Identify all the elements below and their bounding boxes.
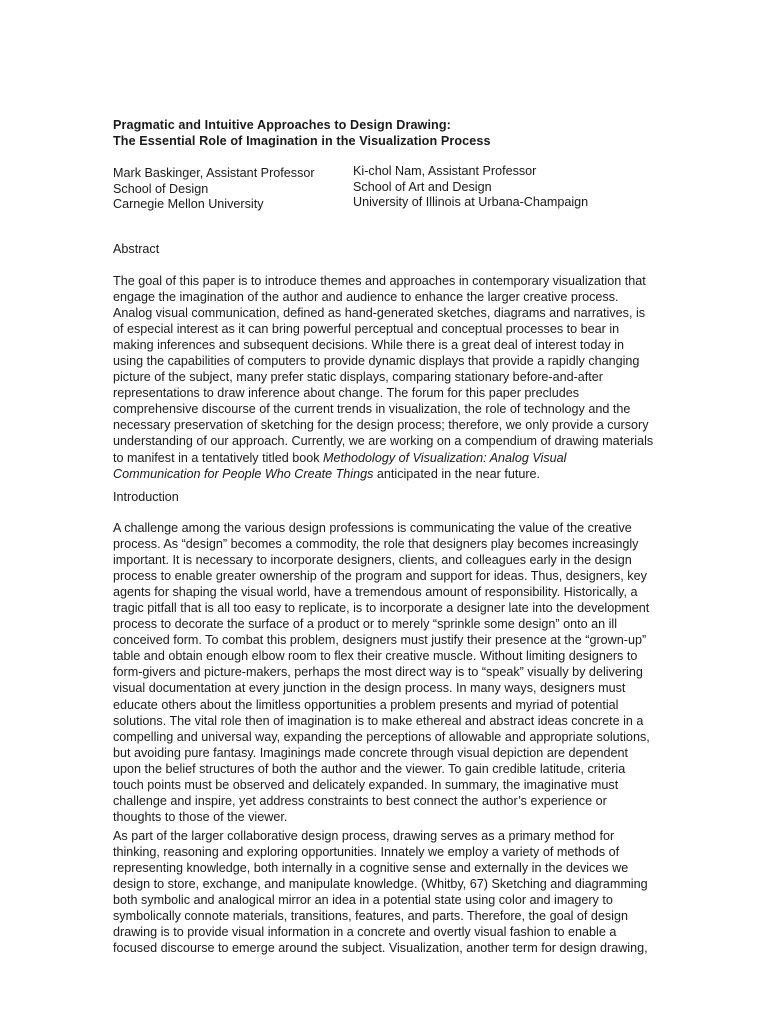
text-line: process to enable greater ownership of the program and support for ideas. Thus, designers, key [113, 569, 647, 584]
text-line: table and obtain enough elbow room to flex their creative muscle. Without limiting designers to [113, 649, 638, 664]
text-line: design to store, exchange, and manipulate knowledge. (Whitby, 67) Sketching and diagramming [113, 877, 648, 892]
text-fragment: to manifest in a tentatively titled book [113, 450, 324, 465]
text-line: challenge and inspire, yet address constraints to best connect the author’s experience or [113, 793, 607, 808]
text-line: understanding of our approach. Currently, we are working on a compendium of drawing materials [113, 434, 654, 449]
introduction-paragraph-2 [113, 828, 658, 956]
book-title-italic: Communication for People Who Create Things [113, 466, 374, 481]
text-line: engage the imagination of the author and audience to enhance the larger creative process. [113, 290, 619, 305]
text-fragment: anticipated in the near future. [373, 466, 541, 481]
text-line: upon the belief structures of both the author and the viewer. To gain credible latitude, criteria [113, 761, 626, 776]
abstract-paragraph [113, 273, 658, 482]
text-line: touch points must be observed and delicately expanded. In summary, the imaginative must [113, 777, 619, 792]
text-line: necessary preservation of sketching for the design process; therefore, we only provide a cursory [113, 418, 649, 433]
text-line: form-givers and picture-makers, perhaps the most direct way is to “speak” visually by delivering [113, 665, 643, 680]
text-line: educate others about the limitless opportunities a problem presents and myriad of potential [113, 697, 619, 712]
author-institution: University of Illinois at Urbana-Champaign [353, 195, 589, 209]
text-line: drawing is to provide visual information in a concrete and overtly visual fashion to enable a [113, 925, 617, 940]
text-line: representing knowledge, both internally in a cognitive sense and externally in the devices we [113, 861, 629, 876]
text-line [113, 450, 658, 466]
text-line [113, 466, 658, 482]
text-line: comprehensive discourse of the current trends in visualization, the role of technology and the [113, 402, 631, 417]
title-line-1: Pragmatic and Intuitive Approaches to Design Drawing: [113, 118, 451, 132]
author-department: School of Design [113, 181, 209, 196]
text-line: symbolically connote materials, transitions, features, and parts. Therefore, the goal of design [113, 909, 628, 924]
text-line: important. It is necessary to incorporate designers, clients, and colleagues early in the design [113, 553, 632, 568]
text-line: tragic pitfall that is all too easy to replicate, is to incorporate a designer late into the development [113, 601, 650, 616]
text-line: thinking, reasoning and exploring opportunities. Innately we employ a variety of methods of [113, 845, 620, 860]
text-line: representations to draw inference about change. The forum for this paper precludes [113, 386, 580, 401]
author-block-2 [353, 164, 588, 211]
author-name: Mark Baskinger, Assistant Professor [113, 166, 315, 180]
text-line: using the capabilities of computers to provide dynamic displays that provide a rapidly changing [113, 354, 640, 369]
text-line: thoughts to those of the viewer. [113, 809, 288, 824]
abstract-heading: Abstract [113, 242, 160, 256]
text-line: agents for shaping the visual world, have a tremendous amount of responsibility. Historically, a [113, 585, 638, 600]
text-line: visual documentation at every junction in the design process. In many ways, designers must [113, 681, 626, 696]
title-line-2: The Essential Role of Imagination in the Visualization Process [113, 134, 491, 148]
text-line: solutions. The vital role then of imagination is to make ethereal and abstract ideas concrete in a [113, 713, 644, 728]
author-block-1 [113, 166, 315, 213]
introduction-paragraph-1 [113, 520, 658, 825]
author-department: School of Art and Design [353, 179, 492, 194]
author-name: Ki-chol Nam, Assistant Professor [353, 164, 537, 178]
introduction-heading: Introduction [113, 490, 179, 504]
text-line: both symbolic and analogical mirror an idea in a potential state using color and imagery to [113, 893, 613, 908]
author-institution: Carnegie Mellon University [113, 197, 264, 211]
text-line: picture of the subject, many prefer static displays, comparing stationary before-and-after [113, 370, 603, 385]
text-line: compelling and universal way, expanding the perceptions of allowable and appropriate solutions, [113, 729, 650, 744]
text-line: but avoiding pure fantasy. Imaginings made concrete through visual depiction are dependent [113, 745, 629, 760]
text-line: conceived form. To combat this problem, designers must justify their presence at the “grown-up” [113, 633, 647, 648]
text-line: process to decorate the surface of a product or to merely “sprinkle some design” onto an ill [113, 617, 618, 632]
paper-title [113, 117, 673, 149]
text-line: focused discourse to emerge around the subject. Visualization, another term for design drawing, [113, 941, 648, 956]
text-line: of especial interest as it can bring powerful perceptual and conceptual processes to bear in [113, 322, 620, 337]
text-line: Analog visual communication, defined as hand-generated sketches, diagrams and narratives, is [113, 306, 646, 321]
text-line: As part of the larger collaborative design process, drawing serves as a primary method for [113, 829, 615, 843]
book-title-italic: Methodology of Visualization: Analog Visual [323, 450, 567, 465]
text-line: making inferences and subsequent decisions. While there is a great deal of interest today in [113, 338, 625, 353]
text-line: A challenge among the various design professions is communicating the value of the creative [113, 521, 632, 535]
text-line: The goal of this paper is to introduce themes and approaches in contemporary visualization that [113, 274, 646, 288]
text-line: process. As “design” becomes a commodity, the role that designers play becomes increasingly [113, 537, 639, 552]
